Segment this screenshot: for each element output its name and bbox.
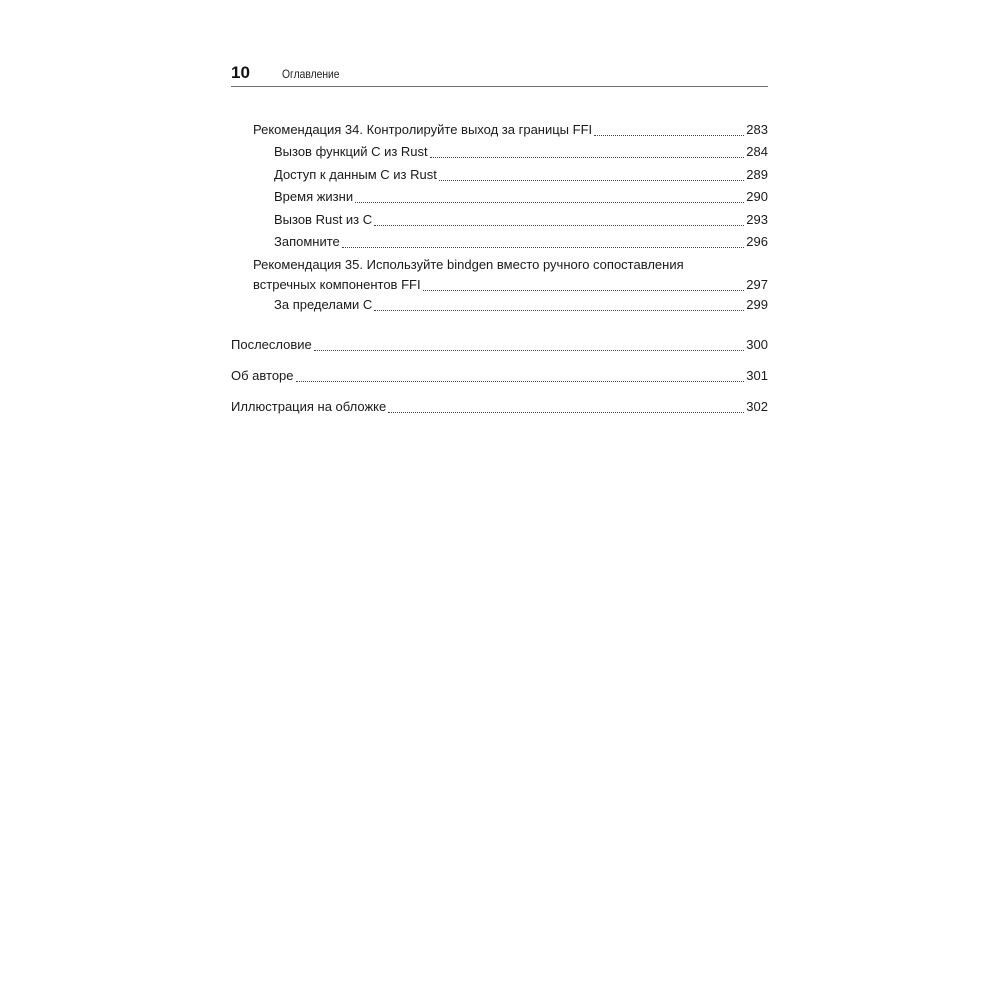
toc-entry-title: Рекомендация 34. Контролируйте выход за границы FFI xyxy=(253,122,593,137)
toc-entry xyxy=(231,120,768,140)
toc-entry-title: Иллюстрация на обложке xyxy=(231,399,387,414)
toc-entry xyxy=(231,335,768,355)
page-number: 10 xyxy=(231,63,250,82)
dot-leader xyxy=(342,246,745,248)
dot-leader xyxy=(296,380,745,382)
toc-entry-title: За пределами С xyxy=(274,297,373,312)
toc-entry xyxy=(231,295,768,315)
toc-entry-title: Об авторе xyxy=(231,368,294,383)
toc-entry-page: 284 xyxy=(746,144,768,159)
toc-entry xyxy=(231,232,768,252)
toc-entry-title: Послесловие xyxy=(231,337,312,352)
toc-entry xyxy=(231,366,768,386)
dot-leader xyxy=(374,309,744,311)
running-head xyxy=(231,60,768,87)
dot-leader xyxy=(439,179,744,181)
section-title: Оглавление xyxy=(282,67,340,81)
toc-entry-title: Вызов функций С из Rust xyxy=(274,144,428,159)
toc-entry xyxy=(231,255,768,297)
toc-entry-page: 296 xyxy=(746,234,768,249)
dot-leader xyxy=(430,156,745,158)
toc-entry-page: 283 xyxy=(746,122,768,137)
toc-entry-page: 299 xyxy=(746,297,768,312)
toc-entry-title: Вызов Rust из C xyxy=(274,212,373,227)
toc-entry-page: 297 xyxy=(746,277,768,292)
dot-leader xyxy=(314,349,745,351)
dot-leader xyxy=(388,411,744,413)
toc-entry-page: 293 xyxy=(746,212,768,227)
toc-entry-title-line-1: Рекомендация 35. Используйте bindgen вместо ручного сопоставления xyxy=(253,257,684,272)
toc-entry-page: 289 xyxy=(746,167,768,182)
dot-leader xyxy=(355,201,744,203)
dot-leader xyxy=(594,134,744,136)
toc-entry xyxy=(231,165,768,185)
book-page xyxy=(231,60,768,414)
toc-entry-page: 300 xyxy=(746,337,768,352)
toc-entry xyxy=(231,210,768,230)
toc-entry-title-line-2: встречных компонентов FFI xyxy=(253,277,421,292)
toc-entry-title: Запомните xyxy=(274,234,340,249)
toc-entry-page: 302 xyxy=(746,399,768,414)
toc-entry-title: Время жизни xyxy=(274,189,354,204)
toc-entry-title: Доступ к данным С из Rust xyxy=(274,167,437,182)
dot-leader xyxy=(374,224,744,226)
toc-entry xyxy=(231,142,768,162)
dot-leader xyxy=(423,289,745,291)
toc-entry xyxy=(231,397,768,417)
toc-entry-page: 290 xyxy=(746,189,768,204)
toc-entry xyxy=(231,187,768,207)
toc-entry-page: 301 xyxy=(746,368,768,383)
